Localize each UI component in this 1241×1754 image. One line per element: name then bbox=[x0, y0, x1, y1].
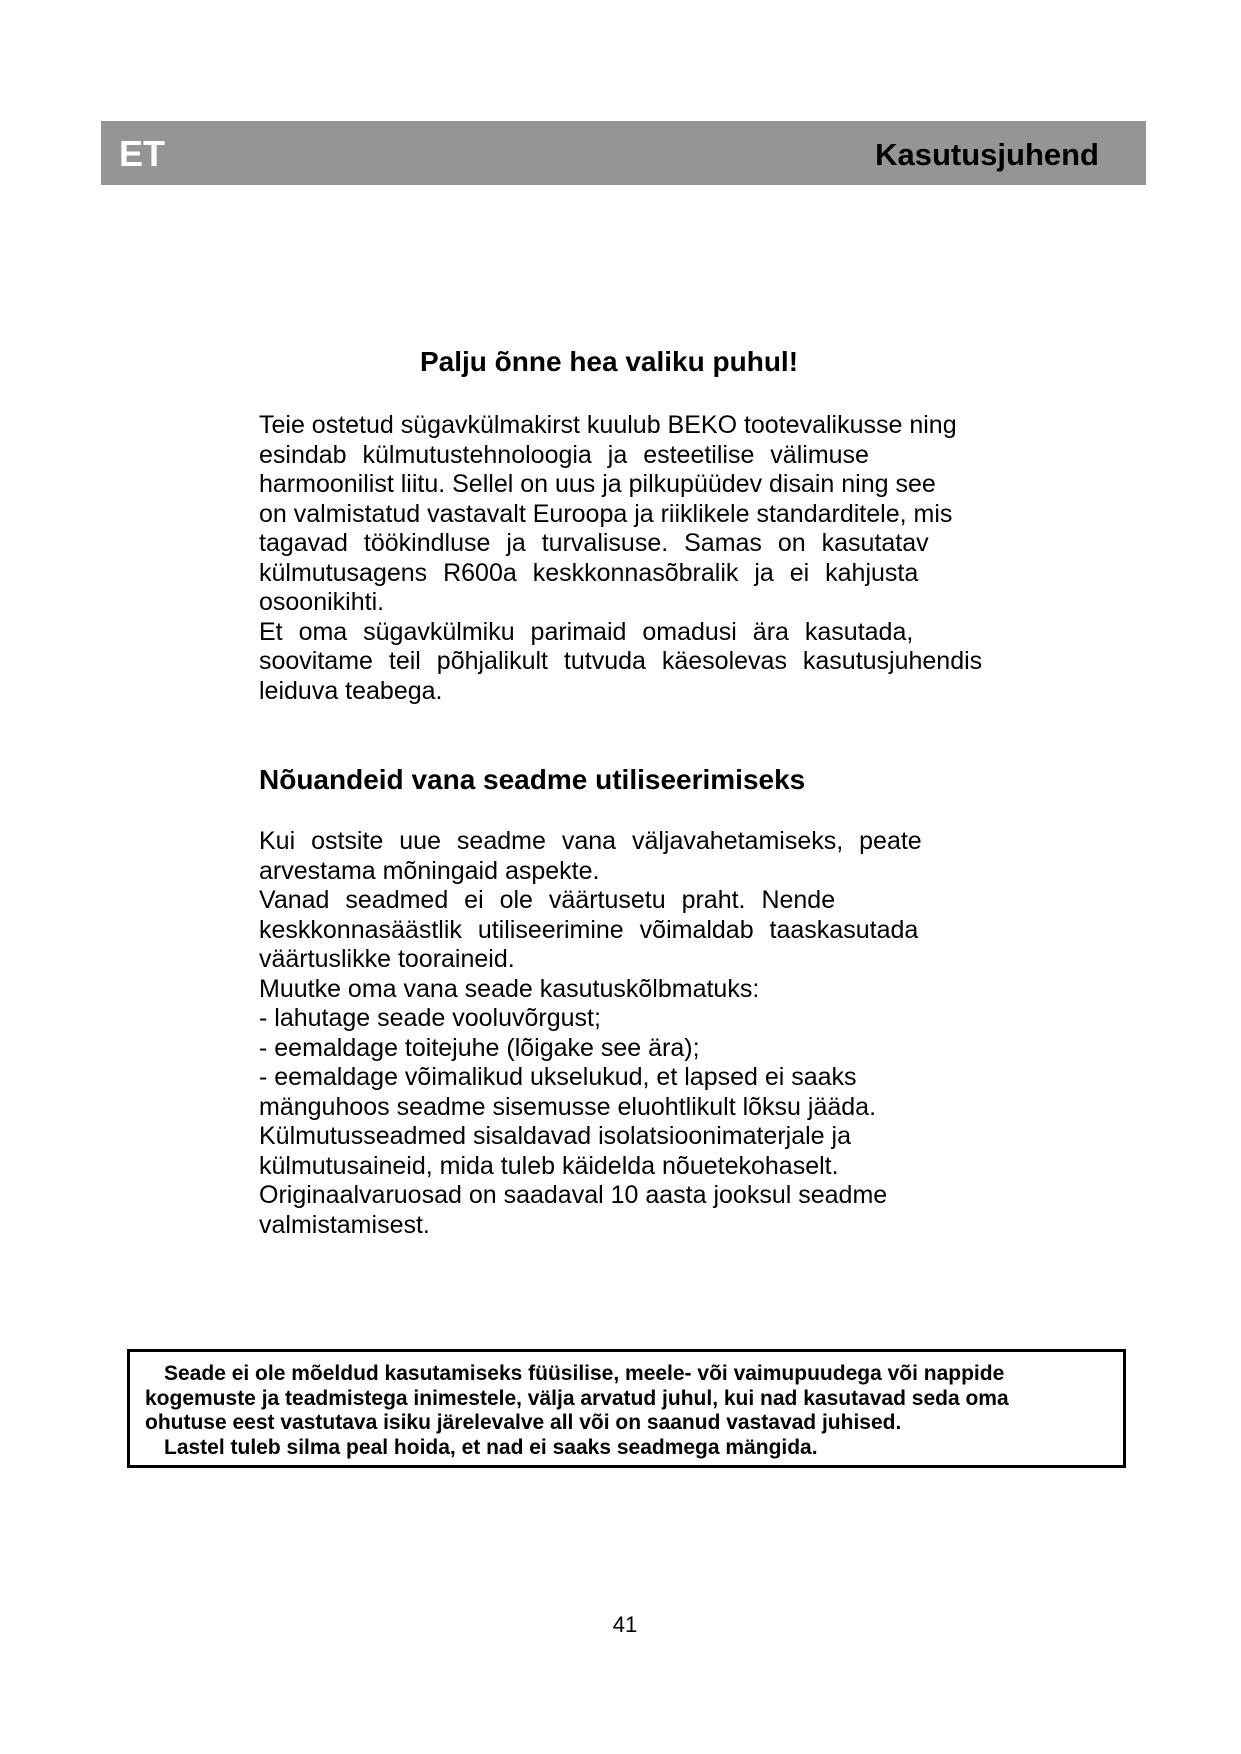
text-line: - eemaldage võimalikud ukselukud, et lapsed ei saaks bbox=[259, 1063, 857, 1091]
text-line: esindab külmutustehnoloogia ja esteetilise välimuse bbox=[259, 440, 869, 469]
text-line: Muutke oma vana seade kasutuskõlbmatuks: bbox=[259, 974, 760, 1003]
text-line: Teie ostetud sügavkülmakirst kuulub BEKO tootevalikusse ning bbox=[259, 411, 957, 439]
text-line: Et oma sügavkülmiku parimaid omadusi ära kasutada, bbox=[259, 617, 914, 646]
text-line: harmoonilist liitu. Sellel on uus ja pilkupüüdev disain ning see bbox=[259, 470, 936, 498]
intro-heading: Palju õnne hea valiku puhul! bbox=[419, 346, 799, 377]
text-line: osoonikihti. bbox=[259, 588, 385, 616]
text-line: külmutusaineid, mida tuleb käidelda nõuetekohaselt. bbox=[259, 1151, 839, 1180]
text-line: leiduva teabega. bbox=[259, 676, 443, 705]
text-line: arvestama mõningaid aspekte. bbox=[259, 856, 600, 885]
warning-line: ohutuse eest vastutava isiku järelevalve all või on saanud vastavad juhised. bbox=[145, 1411, 902, 1434]
text-line: tagavad töökindluse ja turvalisuse. Samas on kasutatav bbox=[259, 529, 929, 557]
header-bar bbox=[101, 121, 1146, 185]
text-line: mänguhoos seadme sisemusse eluohtlikult lõksu jääda. bbox=[259, 1092, 877, 1121]
text-line: valmistamisest. bbox=[259, 1210, 430, 1239]
text-line: Kui ostsite uue seadme vana väljavahetamiseks, peate bbox=[259, 827, 922, 855]
text-line: - eemaldage toitejuhe (lõigake see ära); bbox=[259, 1033, 700, 1062]
text-line: väärtuslikke tooraineid. bbox=[259, 945, 515, 973]
text-line: soovitame teil põhjalikult tutvuda käesolevas kasutusjuhendis bbox=[259, 647, 983, 675]
language-code: ET bbox=[119, 133, 166, 174]
text-line: Originaalvaruosad on saadaval 10 aasta jooksul seadme bbox=[259, 1181, 888, 1209]
text-line: on valmistatud vastavalt Euroopa ja riiklikele standarditele, mis bbox=[259, 499, 953, 528]
text-line: Vanad seadmed ei ole väärtusetu praht. Nende bbox=[259, 886, 836, 914]
document-title: Kasutusjuhend bbox=[875, 137, 1099, 172]
safety-warning-box bbox=[127, 1349, 1126, 1468]
text-line: külmutusagens R600a keskkonnasõbralik ja ei kahjusta bbox=[259, 558, 919, 587]
text-line: Külmutusseadmed sisaldavad isolatsioonimaterjale ja bbox=[259, 1122, 851, 1150]
intro-paragraph bbox=[259, 411, 982, 706]
warning-line: Seade ei ole mõeldud kasutamiseks füüsilise, meele- või vaimupuudega või nappide bbox=[164, 1362, 1005, 1385]
warning-line: Lastel tuleb silma peal hoida, et nad ei saaks seadmega mängida. bbox=[164, 1435, 818, 1459]
warning-line: kogemuste ja teadmistega inimestele, välja arvatud juhul, kui nad kasutavad seda oma bbox=[145, 1386, 1009, 1410]
disposal-paragraph bbox=[259, 827, 922, 1240]
page-number: 41 bbox=[612, 1612, 638, 1637]
disposal-heading: Nõuandeid vana seadme utiliseerimiseks bbox=[259, 764, 806, 795]
text-line: - lahutage seade vooluvõrgust; bbox=[259, 1004, 601, 1032]
text-line: keskkonnasäästlik utiliseerimine võimaldab taaskasutada bbox=[259, 915, 919, 944]
